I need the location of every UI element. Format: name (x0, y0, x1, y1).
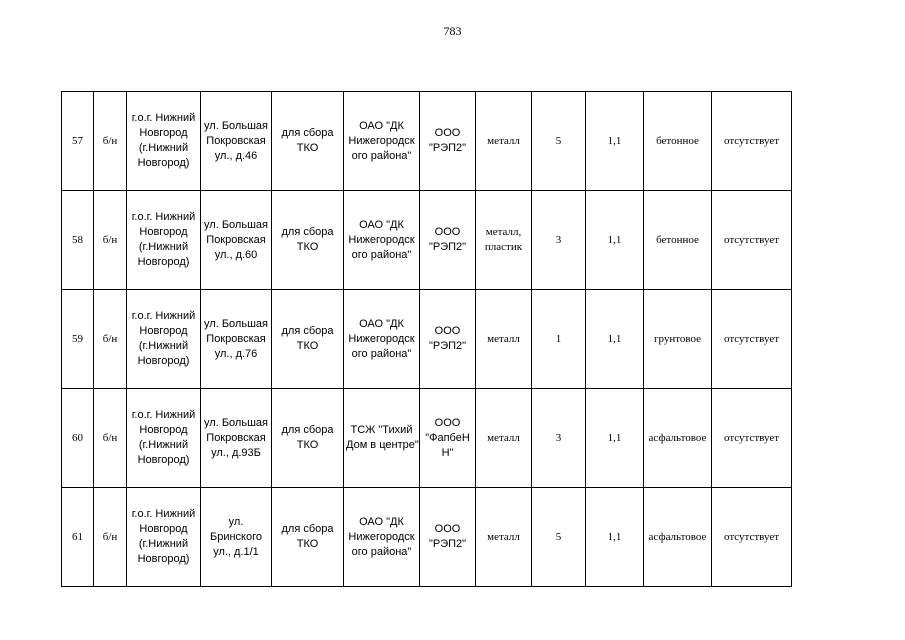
cell-line: Новгород (139, 127, 188, 139)
cell-line: ООО (434, 325, 461, 337)
cell-line: Новгород (139, 523, 188, 535)
cell-surface-type: асфальтовое (644, 389, 712, 488)
cell-owner (344, 488, 420, 587)
cell-container-volume: 1,1 (586, 290, 644, 389)
cell-purpose (272, 389, 344, 488)
cell-fence: отсутствует (712, 92, 792, 191)
cell-address (201, 488, 272, 587)
cell-owner (344, 389, 420, 488)
cell-line: для сбора (281, 424, 334, 436)
cell-registry-number: б/н (94, 488, 127, 587)
cell-purpose (272, 290, 344, 389)
cell-line: ого района" (351, 347, 412, 360)
cell-surface-type: бетонное (644, 191, 712, 290)
cell-line: пластик (484, 241, 523, 253)
cell-purpose (272, 92, 344, 191)
cell-line: ул., д.60 (214, 248, 258, 261)
cell-line: металл, (485, 226, 522, 238)
cell-line: для сбора (281, 226, 334, 238)
cell-line: Новгород (139, 424, 188, 436)
cell-line: ул., д.1/1 (213, 545, 259, 558)
table-row (62, 92, 792, 191)
cell-operator (420, 290, 476, 389)
cell-line: для сбора (281, 127, 334, 139)
cell-line: ТКО (296, 142, 319, 154)
cell-line: ООО (434, 416, 461, 429)
cell-container-count: 3 (532, 389, 586, 488)
cell-surface-type: грунтовое (644, 290, 712, 389)
cell-operator (420, 92, 476, 191)
table-body (62, 92, 792, 587)
cell-operator (420, 191, 476, 290)
cell-line: металл (487, 134, 520, 147)
cell-line: ТКО (296, 538, 319, 550)
cell-owner (344, 191, 420, 290)
cell-registry-number: б/н (94, 191, 127, 290)
cell-surface-type: асфальтовое (644, 488, 712, 587)
cell-line: Покровская (206, 431, 266, 444)
cell-row-number: 61 (62, 488, 94, 587)
cell-registry-number: б/н (94, 290, 127, 389)
cell-row-number: 59 (62, 290, 94, 389)
cell-line: ого района" (351, 248, 412, 261)
cell-line: ого района" (351, 149, 412, 162)
table-row (62, 488, 792, 587)
cell-row-number: 57 (62, 92, 94, 191)
cell-operator (420, 389, 476, 488)
cell-container-material (476, 92, 532, 191)
cell-line: Бринского (210, 530, 262, 543)
cell-line: ого района" (351, 545, 412, 558)
cell-address (201, 290, 272, 389)
cell-line: ОАО "ДК (359, 218, 404, 231)
cell-line: ул. Большая (204, 317, 268, 330)
cell-line: ул. Большая (204, 119, 268, 132)
cell-settlement (127, 290, 201, 389)
cell-line: Нижегородск (348, 134, 415, 147)
cell-row-number: 60 (62, 389, 94, 488)
cell-container-volume: 1,1 (586, 488, 644, 587)
cell-line: (г.Нижний (138, 241, 189, 253)
cell-line: для сбора (281, 523, 334, 535)
cell-line: "РЭП2" (428, 340, 467, 352)
cell-container-volume: 1,1 (586, 92, 644, 191)
cell-line: Новгород (139, 325, 188, 337)
cell-address (201, 191, 272, 290)
cell-line: для сбора (281, 325, 334, 337)
cell-container-volume: 1,1 (586, 389, 644, 488)
cell-container-count: 1 (532, 290, 586, 389)
cell-line: ТКО (296, 439, 319, 451)
cell-line: ул. Большая (204, 218, 268, 231)
cell-line: ул., д.93Б (211, 446, 261, 459)
cell-line: ОАО "ДК (359, 515, 404, 528)
cell-line: Н" (441, 446, 454, 459)
cell-container-count: 5 (532, 92, 586, 191)
cell-line: (г.Нижний (138, 439, 189, 451)
cell-container-material (476, 191, 532, 290)
cell-container-volume: 1,1 (586, 191, 644, 290)
cell-registry-number: б/н (94, 389, 127, 488)
cell-line: ОАО "ДК (359, 119, 404, 132)
cell-row-number: 58 (62, 191, 94, 290)
cell-container-material (476, 389, 532, 488)
cell-line: г.о.г. Нижний (131, 112, 196, 124)
page-number: 783 (443, 24, 462, 38)
cell-line: г.о.г. Нижний (131, 211, 196, 223)
cell-line: Нижегородск (348, 530, 415, 543)
cell-line: Нижегородск (348, 233, 415, 246)
cell-line: (г.Нижний (138, 142, 189, 154)
cell-container-count: 3 (532, 191, 586, 290)
cell-line: Новгород) (137, 157, 190, 169)
cell-line: металл (487, 431, 520, 444)
cell-line: Дом в центре" (346, 439, 419, 451)
cell-fence: отсутствует (712, 290, 792, 389)
cell-surface-type: бетонное (644, 92, 712, 191)
cell-line: ул., д.76 (214, 347, 258, 360)
cell-fence: отсутствует (712, 191, 792, 290)
cell-container-material (476, 290, 532, 389)
cell-purpose (272, 488, 344, 587)
cell-line: ТКО (296, 241, 319, 253)
cell-settlement (127, 191, 201, 290)
cell-fence: отсутствует (712, 389, 792, 488)
cell-line: "РЭП2" (428, 538, 467, 550)
cell-line: "РЭП2" (428, 142, 467, 154)
cell-line: г.о.г. Нижний (131, 508, 196, 520)
cell-line: "РЭП2" (428, 241, 467, 253)
cell-line: г.о.г. Нижний (131, 409, 196, 421)
cell-registry-number: б/н (94, 92, 127, 191)
cell-address (201, 389, 272, 488)
cell-container-count: 5 (532, 488, 586, 587)
cell-line: ул. Большая (204, 416, 268, 429)
cell-operator (420, 488, 476, 587)
cell-line: Покровская (206, 233, 266, 246)
table-row (62, 191, 792, 290)
table-row (62, 290, 792, 389)
cell-purpose (272, 191, 344, 290)
cell-container-material (476, 488, 532, 587)
cell-settlement (127, 389, 201, 488)
waste-sites-table (61, 91, 792, 587)
table-row (62, 389, 792, 488)
cell-line: Новгород) (137, 256, 190, 268)
cell-line: (г.Нижний (138, 340, 189, 352)
cell-line: металл (487, 530, 520, 543)
cell-line: Покровская (206, 134, 266, 147)
cell-fence: отсутствует (712, 488, 792, 587)
cell-line: Новгород) (137, 553, 190, 565)
cell-line: ул. (228, 515, 244, 528)
cell-line: ул., д.46 (214, 149, 258, 162)
cell-line: Покровская (206, 332, 266, 345)
cell-line: ТСЖ "Тихий (350, 424, 413, 436)
cell-line: ТКО (296, 340, 319, 352)
cell-line: г.о.г. Нижний (131, 310, 196, 322)
cell-line: Новгород) (137, 454, 190, 466)
cell-settlement (127, 92, 201, 191)
cell-settlement (127, 488, 201, 587)
cell-line: металл (487, 332, 520, 345)
cell-line: ОАО "ДК (359, 317, 404, 330)
cell-line: ООО (434, 523, 461, 535)
cell-line: Новгород (139, 226, 188, 238)
cell-line: ООО (434, 226, 461, 238)
cell-line: "ФапбеН (425, 431, 470, 444)
cell-owner (344, 92, 420, 191)
cell-line: ООО (434, 127, 461, 139)
cell-owner (344, 290, 420, 389)
cell-line: Новгород) (137, 355, 190, 367)
cell-line: Нижегородск (348, 332, 415, 345)
cell-address (201, 92, 272, 191)
cell-line: (г.Нижний (138, 538, 189, 550)
